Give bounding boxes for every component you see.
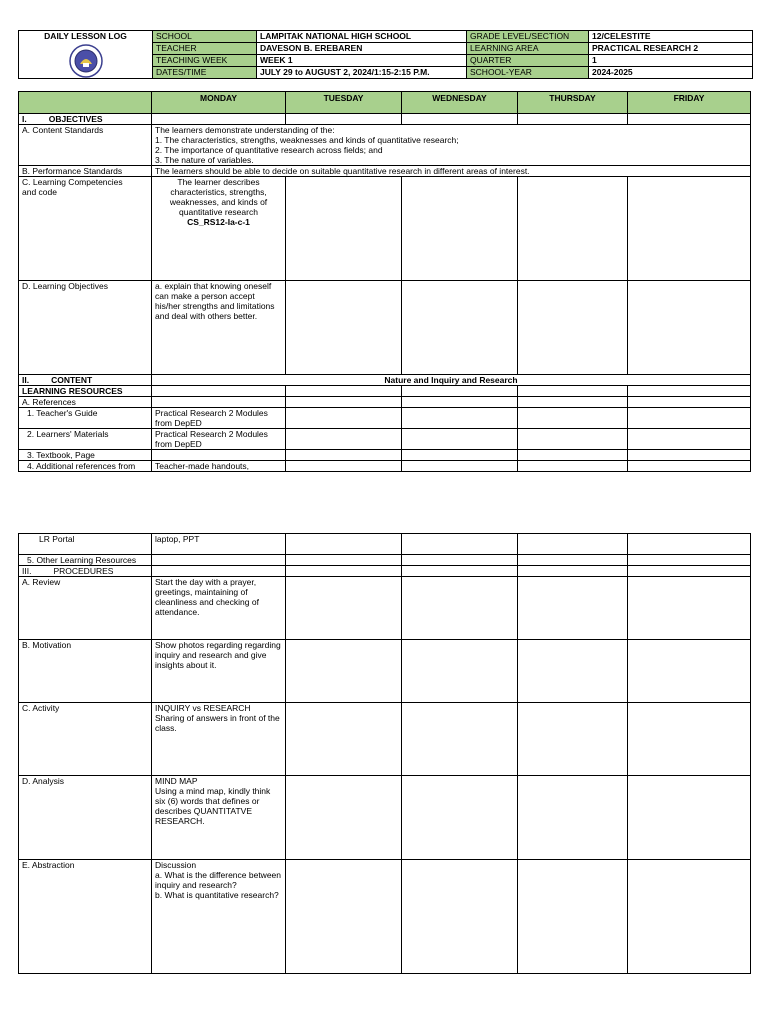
- daily-lesson-log-cell: [19, 31, 153, 79]
- dates-time-label: DATES/TIME: [153, 67, 257, 79]
- additional-references-text: Teacher-made handouts,: [152, 461, 286, 472]
- learners-materials-row: [19, 429, 751, 450]
- learning-area-value: PRACTICAL RESEARCH 2: [589, 43, 753, 55]
- quarter-value: 1: [589, 55, 753, 67]
- header-table: [18, 30, 753, 79]
- activity-label: C. Activity: [19, 703, 152, 776]
- lr-portal-text: laptop, PPT: [152, 534, 286, 555]
- lesson-table-part-2: [18, 533, 751, 974]
- grade-level-value: 12/CELESTITE: [589, 31, 753, 43]
- competencies-code: CS_RS12-Ia-c-1: [187, 217, 250, 227]
- teachers-guide-label: 1. Teacher's Guide: [19, 408, 152, 429]
- learning-objectives-row: [19, 281, 751, 375]
- day-friday: FRIDAY: [628, 92, 751, 114]
- school-value: LAMPITAK NATIONAL HIGH SCHOOL: [257, 31, 467, 43]
- teacher-value: DAVESON B. EREBAREN: [257, 43, 467, 55]
- content-standards-row: [19, 125, 751, 166]
- school-year-label: SCHOOL-YEAR: [467, 67, 589, 79]
- performance-standards-text: The learners should be able to decide on suitable quantitative research in different areas of interest.: [152, 166, 751, 177]
- additional-references-row: [19, 461, 751, 472]
- school-label: SCHOOL: [153, 31, 257, 43]
- motivation-row: [19, 640, 751, 703]
- textbook-row: [19, 450, 751, 461]
- objectives-heading: I. OBJECTIVES: [19, 114, 152, 125]
- day-thursday: THURSDAY: [518, 92, 628, 114]
- deped-seal-icon: [68, 44, 104, 78]
- teaching-week-value: WEEK 1: [257, 55, 467, 67]
- motivation-text: Show photos regarding regarding inquiry and research and give insights about it.: [152, 640, 286, 703]
- grade-level-label: GRADE LEVEL/SECTION: [467, 31, 589, 43]
- learning-resources-row: [19, 386, 751, 397]
- learning-resources-heading: LEARNING RESOURCES: [19, 386, 152, 397]
- references-label: A. References: [19, 397, 152, 408]
- learning-objectives-label: D. Learning Objectives: [19, 281, 152, 375]
- competencies-row: [19, 177, 751, 281]
- other-resources-label: 5. Other Learning Resources: [19, 555, 152, 566]
- lr-portal-label: LR Portal: [19, 534, 152, 555]
- performance-standards-label: B. Performance Standards: [19, 166, 152, 177]
- abstraction-row: [19, 860, 751, 974]
- analysis-row: [19, 776, 751, 860]
- content-row: [19, 375, 751, 386]
- lr-portal-row: [19, 534, 751, 555]
- objectives-heading-row: [19, 114, 751, 125]
- day-tuesday: TUESDAY: [286, 92, 402, 114]
- quarter-label: QUARTER: [467, 55, 589, 67]
- day-wednesday: WEDNESDAY: [402, 92, 518, 114]
- learning-area-label: LEARNING AREA: [467, 43, 589, 55]
- content-standards-label: A. Content Standards: [19, 125, 152, 166]
- analysis-text: MIND MAP Using a mind map, kindly think six (6) words that defines or describes QUANTITATVE RESEARCH.: [152, 776, 286, 860]
- analysis-label: D. Analysis: [19, 776, 152, 860]
- teaching-week-label: TEACHING WEEK: [153, 55, 257, 67]
- activity-text: INQUIRY vs RESEARCH Sharing of answers in front of the class.: [152, 703, 286, 776]
- learning-objectives-text: a. explain that knowing oneself can make a person accept his/her strengths and limitations and deal with others better.: [152, 281, 286, 375]
- references-row: [19, 397, 751, 408]
- lesson-table-part-1: [18, 91, 751, 472]
- additional-references-label: 4. Additional references from: [19, 461, 152, 472]
- day-monday: MONDAY: [152, 92, 286, 114]
- learners-materials-label: 2. Learners' Materials: [19, 429, 152, 450]
- procedures-heading: III. PROCEDURES: [19, 566, 152, 577]
- teacher-label: TEACHER: [153, 43, 257, 55]
- activity-row: [19, 703, 751, 776]
- teachers-guide-text: Practical Research 2 Modules from DepED: [152, 408, 286, 429]
- content-standards-text: The learners demonstrate understanding of the: 1. The characteristics, strengths, weaknesses and kinds of quantitative research; 2. The importance of quantitative research across fields; and 3. The nature of variables.: [152, 125, 751, 166]
- teachers-guide-row: [19, 408, 751, 429]
- textbook-label: 3. Textbook, Page: [19, 450, 152, 461]
- learners-materials-text: Practical Research 2 Modules from DepED: [152, 429, 286, 450]
- day-header-row: [19, 92, 751, 114]
- procedures-heading-row: [19, 566, 751, 577]
- performance-standards-row: [19, 166, 751, 177]
- competencies-label: C. Learning Competencies and code: [19, 177, 152, 281]
- abstraction-text: Discussion a. What is the difference between inquiry and research? b. What is quantitative research?: [152, 860, 286, 974]
- dates-time-value: JULY 29 to AUGUST 2, 2024/1:15-2:15 P.M.: [257, 67, 467, 79]
- document-title: DAILY LESSON LOG: [44, 31, 127, 41]
- review-text: Start the day with a prayer, greetings, maintaining of cleanliness and checking of attendance.: [152, 577, 286, 640]
- content-heading: II. CONTENT: [19, 375, 152, 386]
- other-resources-row: [19, 555, 751, 566]
- competencies-cell: [152, 177, 286, 281]
- abstraction-label: E. Abstraction: [19, 860, 152, 974]
- review-label: A. Review: [19, 577, 152, 640]
- competencies-text: The learner describes characteristics, strengths, weaknesses, and kinds of quantitative research: [169, 177, 268, 217]
- review-row: [19, 577, 751, 640]
- motivation-label: B. Motivation: [19, 640, 152, 703]
- content-text: Nature and Inquiry and Research: [152, 375, 751, 386]
- school-year-value: 2024-2025: [589, 67, 753, 79]
